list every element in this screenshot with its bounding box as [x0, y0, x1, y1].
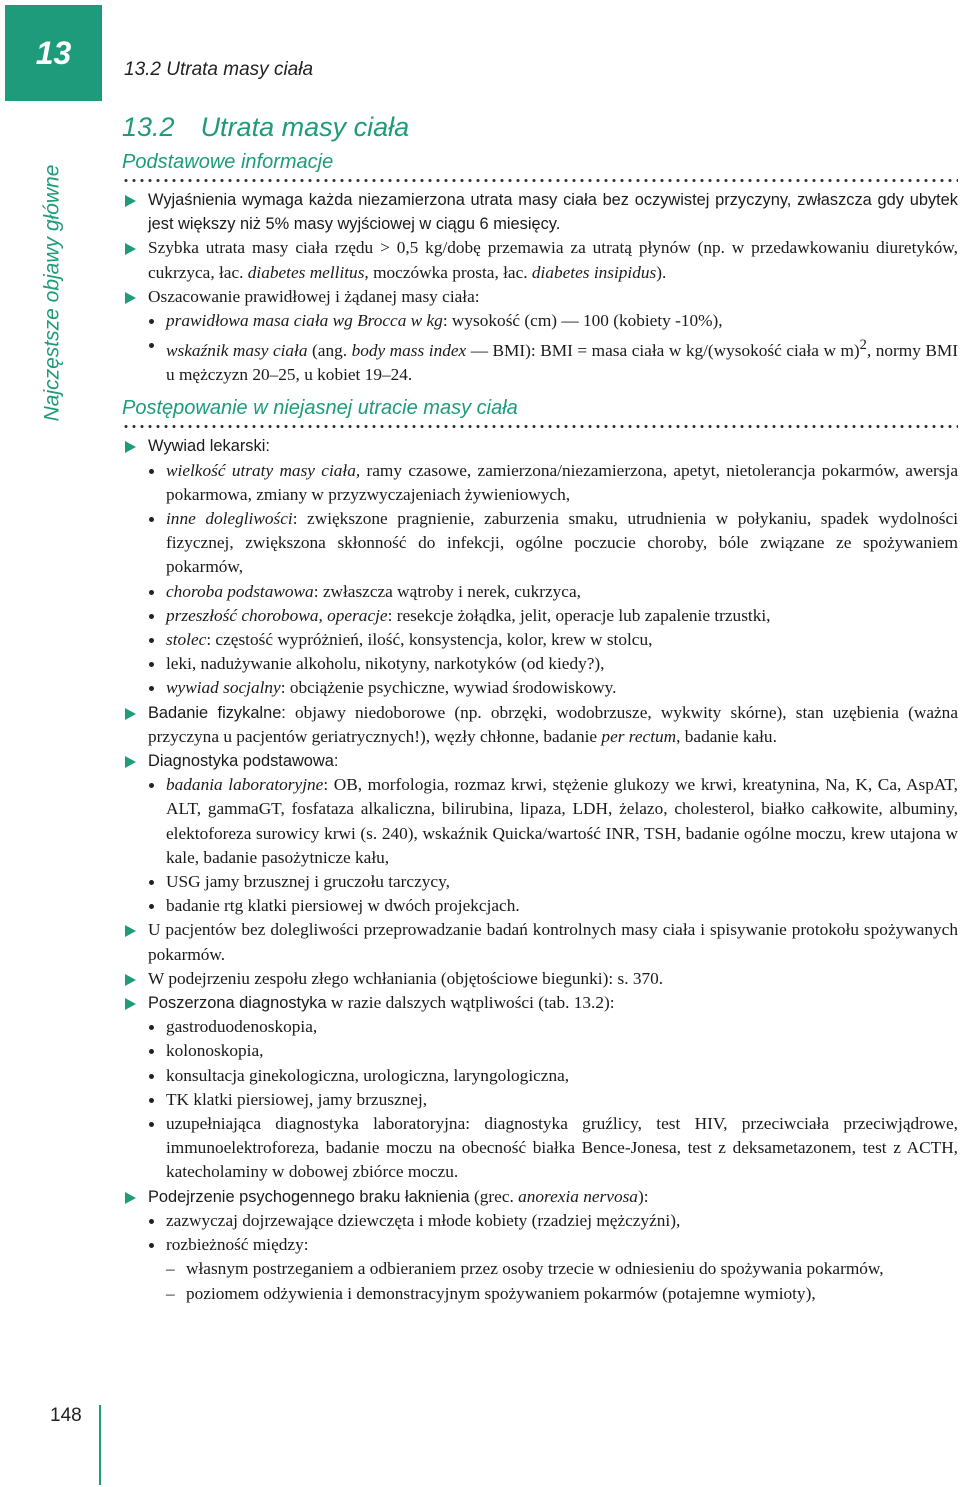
list-item: wielkość utraty masy ciała, ramy czasowe, zamierzona/niezamierzona, apetyt, nietolerancja pokarmów, awersja pokarmowa, zmiany w przyzwyczajeniach żywieniowych, — [122, 459, 958, 507]
list-item: leki, nadużywanie alkoholu, nikotyny, narkotyków (od kiedy?), — [122, 652, 958, 676]
bullet-dot-icon — [149, 904, 154, 909]
vertical-chapter-label-text: Najczęstsze objawy główne — [40, 164, 64, 421]
list-item: konsultacja ginekologiczna, urologiczna, laryngologiczna, — [122, 1064, 958, 1088]
section-title-text: Utrata masy ciała — [200, 112, 410, 142]
section-title — [122, 112, 958, 143]
triangle-bullet-icon — [125, 1192, 136, 1204]
no-symptoms-point: U pacjentów bez dolegliwości przeprowadzanie badań kontrolnych masy ciała i spisywanie protokołu spożywanych pokarmów. — [122, 918, 958, 966]
list-item: wywiad socjalny: obciążenie psychiczne, wywiad środowiskowy. — [122, 676, 958, 700]
dash-mark: – — [166, 1259, 175, 1279]
triangle-bullet-icon — [125, 756, 136, 768]
basic-point-2: Szybka utrata masy ciała rzędu > 0,5 kg/dobę przemawia za utratą płynów (np. w przedawkowaniu diuretyków, cukrzyca, łac. diabetes mellitus, moczówka prosta, łac. diabetes insipidus). — [122, 236, 958, 284]
triangle-bullet-icon — [125, 441, 136, 453]
triangle-bullet-icon — [125, 925, 136, 937]
list-item: inne dolegliwości: zwiększone pragnienie, zaburzenia smaku, utrudnienia w połykaniu, spadek wydolności fizycznej, zwiększona skłonność do infekcji, ogólne poczucie choroby, bóle związane ze spożywaniem pokarmów, — [122, 507, 958, 580]
list-item: przeszłość chorobowa, operacje: resekcje żołądka, jelit, operacje lub zapalenie trzustki, — [122, 604, 958, 628]
bullet-dot-icon — [149, 880, 154, 885]
bullet-dot-icon — [149, 662, 154, 667]
bullet-dot-icon — [149, 1098, 154, 1103]
triangle-bullet-icon — [125, 708, 136, 720]
list-item: TK klatki piersiowej, jamy brzusznej, — [122, 1088, 958, 1112]
bullet-dot-icon — [149, 686, 154, 691]
triangle-bullet-icon — [125, 243, 136, 255]
bullet-dot-icon — [149, 1122, 154, 1127]
list-item: gastroduodenoskopia, — [122, 1015, 958, 1039]
list-item: prawidłowa masa ciała wg Brocca w kg: wysokość (cm) — 100 (kobiety -10%), — [122, 309, 958, 333]
bullet-dot-icon — [149, 1219, 154, 1224]
main-content — [122, 112, 958, 1306]
malabsorption-point: W podejrzeniu zespołu złego wchłaniania (objętościowe biegunki): s. 370. — [122, 967, 958, 991]
triangle-bullet-icon — [125, 974, 136, 986]
running-header: 13.2 Utrata masy ciała — [124, 59, 314, 80]
page-number: 148 — [50, 1405, 82, 1426]
bullet-dot-icon — [149, 783, 154, 788]
sub-list-item: – poziomem odżywienia i demonstracyjnym spożywaniem pokarmów (potajemne wymioty), — [122, 1282, 958, 1306]
page-number-rule — [99, 1405, 101, 1485]
basic-point-3: Oszacowanie prawidłowej i żądanej masy ciała: — [122, 285, 958, 309]
bullet-dot-icon — [149, 590, 154, 595]
interview-point: Wywiad lekarski: — [122, 434, 958, 458]
dash-mark: – — [166, 1283, 175, 1303]
bullet-dot-icon — [149, 517, 154, 522]
anorexia-point: Podejrzenie psychogennego braku łaknienia (grec. anorexia nervosa): — [122, 1185, 958, 1209]
section-title-number: 13.2 — [122, 112, 175, 142]
list-item: wskaźnik masy ciała (ang. body mass index — BMI): BMI = masa ciała w kg/(wysokość ciała w m)$^2$, normy BMI u mężczyzn 20–25, u kobiet 19–24. — [122, 333, 958, 387]
list-item: badanie rtg klatki piersiowej w dwóch projekcjach. — [122, 894, 958, 918]
procedure-heading: Postępowanie w niejasnej utracie masy ciała — [122, 397, 518, 420]
bullet-dot-icon — [149, 614, 154, 619]
list-item: choroba podstawowa: zwłaszcza wątroby i nerek, cukrzyca, — [122, 580, 958, 604]
bullet-dot-icon — [149, 319, 154, 324]
bullet-dot-icon — [149, 638, 154, 643]
list-item: stolec: częstość wypróżnień, ilość, konsystencja, kolor, krew w stolcu, — [122, 628, 958, 652]
triangle-bullet-icon — [125, 998, 136, 1010]
chapter-number-box — [5, 5, 102, 101]
list-item: zazwyczaj dojrzewające dziewczęta i młode kobiety (rzadziej mężczyźni), — [122, 1209, 958, 1233]
bullet-dot-icon — [149, 1243, 154, 1248]
list-item: USG jamy brzusznej i gruczołu tarczycy, — [122, 870, 958, 894]
bullet-dot-icon — [149, 343, 154, 348]
list-item: rozbieżność między: — [122, 1233, 958, 1257]
dotted-divider — [122, 179, 958, 182]
list-item: uzupełniająca diagnostyka laboratoryjna: diagnostyka gruźlicy, test HIV, przeciwciała przeciwjądrowe, immunoelektroforeza, badanie moczu na obecność białka Bence-Jonesa, test z deksametazonem, test z ACTH, katecholaminy w dobowej zbiórce moczu. — [122, 1112, 958, 1185]
list-item: badania laboratoryjne: OB, morfologia, rozmaz krwi, stężenie glukozy we krwi, kreatynina, Na, K, Ca, AspAT, ALT, gammaGT, fosfataza alkaliczna, bilirubina, lipaza, LDH, żelazo, cholesterol, białko całkowite, albuminy, elektoforeza surowicy krwi (s. 240), wskaźnik Quicka/wartość INR, TSH, badanie ogólne moczu, krew utajona w kale, badanie pasożytnicze kału, — [122, 773, 958, 870]
chapter-number: 13 — [35, 34, 72, 71]
exam-point: Badanie fizykalne: objawy niedoborowe (np. obrzęki, wodobrzusze, wykwity skórne), stan uzębienia (ważna przyczyna u pacjentów geriatrycznych!), węzły chłonne, badanie per rectum, badanie kału. — [122, 701, 958, 749]
extended-diagnostics-point: Poszerzona diagnostyka w razie dalszych wątpliwości (tab. 13.2): — [122, 991, 958, 1015]
basic-diagnostics-point: Diagnostyka podstawowa: — [122, 749, 958, 773]
sub-list-item: – własnym postrzeganiem a odbieraniem przez osoby trzecie w odniesieniu do spożywania pokarmów, — [122, 1257, 958, 1281]
bullet-dot-icon — [149, 1049, 154, 1054]
triangle-bullet-icon — [125, 292, 136, 304]
bullet-dot-icon — [149, 1074, 154, 1079]
list-item: kolonoskopia, — [122, 1039, 958, 1063]
basic-info-heading: Podstawowe informacje — [122, 151, 334, 173]
basic-point-1: Wyjaśnienia wymaga każda niezamierzona utrata masy ciała bez oczywistej przyczyny, zwłaszcza gdy ubytek jest większy niż 5% masy wyjściowej w ciągu 6 miesięcy. — [122, 188, 958, 236]
bullet-dot-icon — [149, 469, 154, 474]
vertical-chapter-label — [32, 150, 72, 435]
dotted-divider — [122, 425, 958, 428]
triangle-bullet-icon — [125, 195, 136, 207]
sidebar — [0, 0, 102, 1487]
bullet-dot-icon — [149, 1025, 154, 1030]
